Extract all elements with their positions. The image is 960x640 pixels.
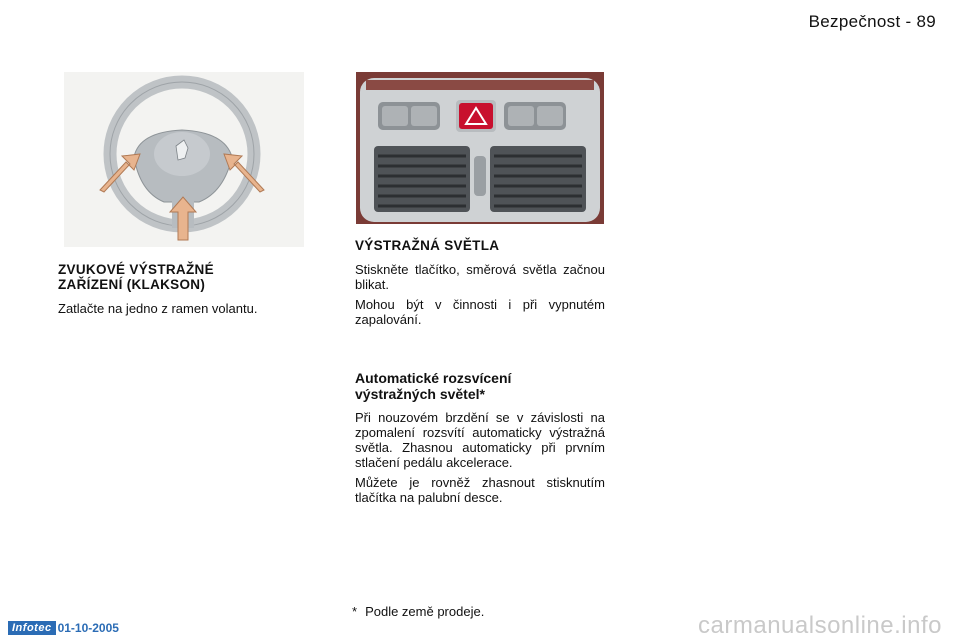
page-header: Bezpečnost - 89 xyxy=(808,12,936,31)
auto-hazard-heading: Automatické rozsvícení výstražných světel* xyxy=(355,370,512,402)
hazard-text-1: Stiskněte tlačítko, směrová světla začnou blikat. xyxy=(355,262,605,292)
auto-hazard-text-2: Můžete je rovněž zhasnout stisknutím tlačítka na palubní desce. xyxy=(355,475,605,505)
steering-wheel-illustration xyxy=(64,72,304,247)
horn-text: Zatlačte na jedno z ramen volantu. xyxy=(58,301,258,316)
auto-hazard-section xyxy=(355,370,605,510)
brand-logo: Infotec xyxy=(8,621,56,635)
footnote-text: Podle země prodeje. xyxy=(365,604,485,619)
auto-hazard-text-1: Při nouzovém brzdění se v závislosti na zpomalení rozsvítí automaticky výstražná světla. Zhasnou automaticky při prvním stlačení pedálu akcelerace. xyxy=(355,410,605,470)
horn-heading: ZVUKOVÉ VÝSTRAŽNÉ ZAŘÍZENÍ (KLAKSON) xyxy=(58,262,214,292)
hazard-section xyxy=(355,238,605,332)
hazard-switch-illustration xyxy=(356,72,604,224)
footnote xyxy=(352,604,484,619)
hazard-heading: VÝSTRAŽNÁ SVĚTLA xyxy=(355,238,500,253)
footer xyxy=(8,620,119,636)
hazard-text-2: Mohou být v činnosti i při vypnutém zapalování. xyxy=(355,297,605,327)
footnote-star: * xyxy=(352,604,358,619)
print-date: 01-10-2005 xyxy=(57,621,119,635)
watermark: carmanualsonline.info xyxy=(698,612,942,639)
horn-section xyxy=(58,262,302,321)
